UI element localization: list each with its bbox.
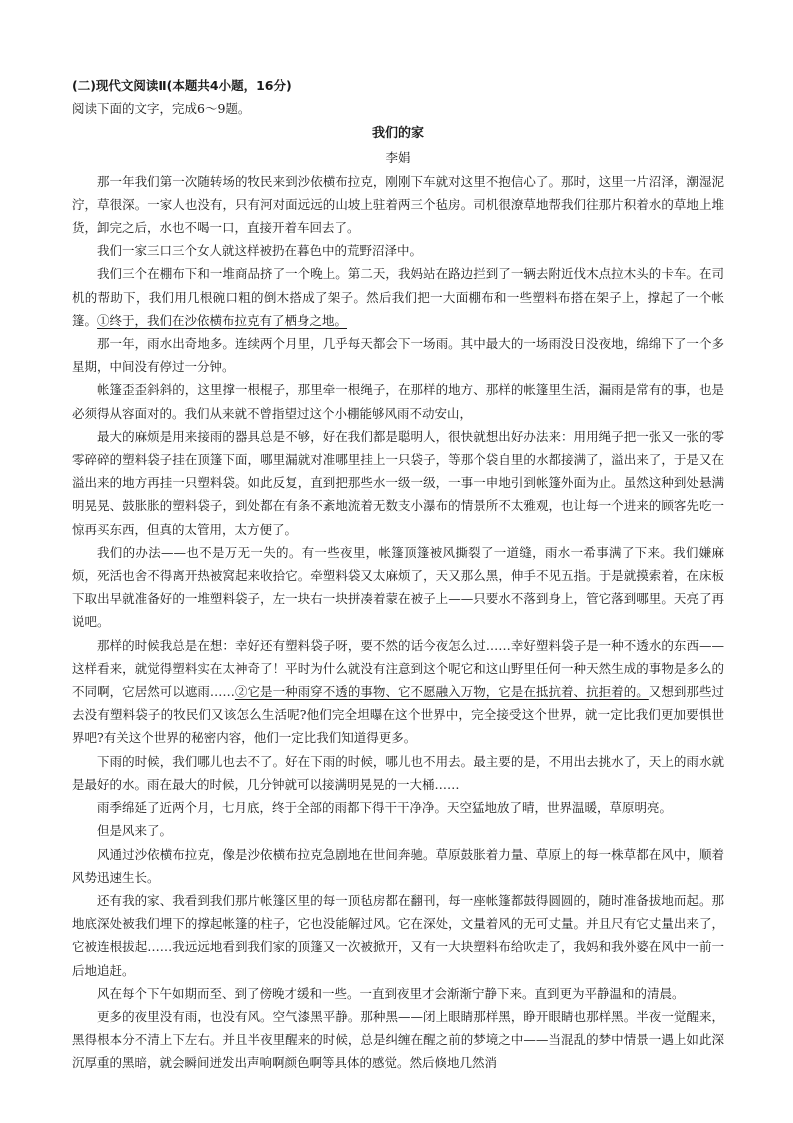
paragraph-text: 风在每个下午如期而至、到了傍晚才缓和一些。一直到夜里才会渐渐宁静下来。直到更为平静温和的清晨。 [97,985,685,1001]
reading-instruction: 阅读下面的文字，完成6～9题。 [72,101,251,117]
article-paragraph [72,634,724,750]
paragraph-text: 下雨的时候，我们哪儿也去不了。好在下雨的时候，哪儿也不用去。最主要的是，不用出去挑水了，天上的雨水就是最好的水。雨在最大的时候，几分钟就可以接满明晃晃的一大桶…… [72,753,724,792]
paragraph-text: 最大的麻烦是用来接雨的器具总是不够，好在我们都是聪明人，很快就想出好办法来：用用绳子把一张又一张的零零碎碎的塑料袋子挂在顶篷下面，哪里漏就对准哪里挂上一只袋子，等那个袋自里的水都接满了，溢出来了，于是又在溢出来的地方再挂一只塑料袋。如此反复，直到把那些水一级一级，一事一申地引到帐篷外面为止。虽然这种到处悬满明晃晃、鼓胀胀的塑料袋子，到处都在有条不紊地流着无数支小瀑布的情景所不太雅观，也让每一个进来的顾客先吃一惊再买东西，但真的太管用，太方便了。 [72,428,724,537]
article-paragraph [72,889,724,982]
paragraph-text: 那一年我们第一次随转场的牧民来到沙依横布拉克，刚刚下车就对这里不抱信心了。那时，这里一片沼泽，潮湿泥泞，草很深。一家人也没有，只有河对面远远的山坡上驻着两三个毡房。司机很潦草地帮我们往那片积着水的草地上堆货，卸完之后，水也不喝一口，直接开着车回去了。 [72,173,724,236]
paragraph-text: 风通过沙依横布拉克，像是沙依横布拉克急剧地在世间奔驰。草原鼓胀着力量、草原上的每一株草都在风中，顺着风势迅速生长。 [72,846,724,885]
article-paragraph [72,843,724,889]
article-paragraph [72,378,724,424]
article-paragraph [72,982,724,1005]
paragraph-text: 那一年，雨水出奇地多。连续两个月里，几乎每天都会下一场雨。其中最大的一场雨没日没夜地，绵绵下了一个多星期，中间没有停过一分钟。 [72,336,724,375]
article-paragraph [72,262,724,332]
article-paragraph [72,425,724,541]
article-paragraph [72,1005,724,1075]
paragraph-text: 我们的办法——也不是万无一失的。有一些夜里，帐篷顶篷被风撕裂了一道缝，雨水一希事满了下来。我们嫌麻烦，死活也舍不得离开热被窝起来收拾它。牵塑料袋又太麻烦了，天又那么黑，伸手不见五指。于是就摸索着，在床板下取出早就准备好的一堆塑料袋子，左一块右一块拼凑着蒙在被子上——只要水不落到身上，管它落到哪里。天亮了再说吧。 [72,544,724,630]
paragraph-text: 帐篷歪歪斜斜的，这里撑一根棍子，那里牵一根绳子，在那样的地方、那样的帐篷里生活，漏雨是常有的事，也是必须得从容面对的。我们从来就不曾指望过这个小棚能够风雨不动安山， [72,382,724,421]
paragraph-text: 又想到那些过去没有塑料袋子的牧民们又该怎么生活呢?他们完全坦曝在这个世界中，完全接受这个世界，就一定比我们更加要惧世界吧?有关这个世界的秘密内容，他们一定比我们知道得更多。 [72,684,724,746]
paragraph-text: 更多的夜里没有雨，也没有风。空气漆黑平静。那种黑——闭上眼睛那样黑，睁开眼睛也那样黑。半夜一觉醒来，黑得根本分不清上下左右。并且半夜里醒来的时候，总是纠缠在醒之前的梦境之中——当混乱的梦中情景一遇上如此深沉厚重的黑暗，就会瞬间迸发出声响啊颜色啊等具体的感觉。然后倏地几然消 [72,1008,724,1071]
paragraph-text: 那样的时候我总是在想：幸好还有塑料袋子呀，要不然的话今夜怎么过……幸好塑料袋子是一种不透水的东西——这样看来，就觉得塑料实在太神奇了！平时为什么就没有注意到这个呢它和这山野里任何一种天然生成的事物是多么的不同啊，它居然可以遮雨…… [72,637,724,700]
article-paragraph [72,170,724,240]
article-paragraph [72,541,724,634]
article-paragraph [72,819,724,842]
article-author: 李娟 [385,150,411,166]
article-paragraph [72,796,724,819]
paragraph-text: 还有我的家、我看到我们那片帐篷区里的每一顶毡房都在翻刊，每一座帐篷都鼓得圆圆的，随时准备拔地而起。那地底深处被我们埋下的撑起帐篷的柱子，它也没能解过风。它在深处，文量着风的无可丈量。并且尺有它丈量出来了，它被连根拔起……我远远地看到我们家的顶篷又一次被掀开，又有一大块塑料布给吹走了，我妈和我外婆在风中一前一后地追赶。 [72,892,724,978]
paragraph-text: 雨季绵延了近两个月，七月底，终于全部的雨都下得干干净净。天空猛地放了晴，世界温暖，草原明亮。 [97,800,673,816]
article-paragraph [72,750,724,796]
article-body [72,170,724,1075]
paragraph-text: 我们一家三口三个女人就这样被扔在暮色中的荒野沼泽中。 [97,243,423,259]
paragraph-text: 但是风来了。 [97,823,173,839]
article-title: 我们的家 [371,126,424,142]
underlined-sentence: ②它是一种雨穿不透的事物、它不愿融入万物，它是在抵抗着、抗拒着的。 [234,684,649,700]
underlined-sentence: ①终于，我们在沙依横布拉克有了栖身之地。 [97,312,348,328]
paragraph-text: 我们三个在棚布下和一堆商品挤了一个晚上。第二天，我妈站在路边拦到了一辆去附近伐木点拉木头的卡车。在司机的帮助下，我们用几根碗口粗的倒木搭成了架子。然后我们把一大面棚布和一些塑料布搭在架子上，撑起了一个帐篷。 [72,266,724,328]
document-page [72,74,724,1075]
article-paragraph [72,332,724,378]
section-title: (二)现代文阅读Ⅱ(本题共4小题，16分) [72,78,292,93]
article-paragraph [72,239,724,262]
